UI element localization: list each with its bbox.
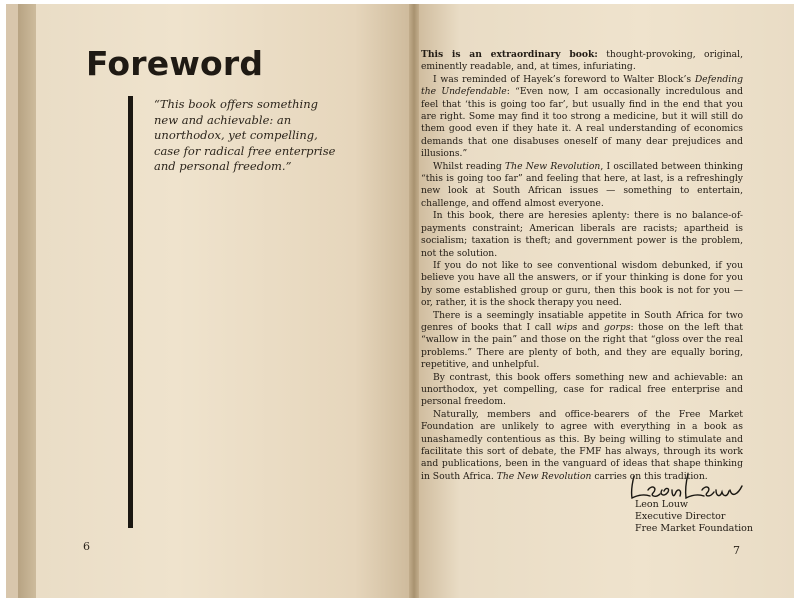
pull-quote-line: case for radical free enterprise bbox=[154, 143, 336, 158]
signatory-organization: Free Market Foundation bbox=[635, 523, 754, 534]
pull-quote-line: and personal freedom.” bbox=[154, 159, 292, 173]
pull-quote-line: new and achievable: an bbox=[154, 112, 292, 127]
pull-quote-line: “This book offers something bbox=[154, 97, 318, 111]
vertical-rule bbox=[128, 96, 133, 528]
foreword-body bbox=[421, 49, 743, 483]
paragraph: This is an extraordinary book: thought-provoking, original, eminently readable, and, at times, infuriating. bbox=[421, 49, 743, 73]
book-gutter bbox=[409, 4, 419, 598]
paragraph: There is a seemingly insatiable appetite in South Africa for two genres of books that I call wips and gorps: those on the left that “wallow in the pain” and those on the right that “gloss over the real problems.” There are plenty of both, and they are equally boring, repetitive, and unhelpful. bbox=[421, 309, 743, 371]
signature-block bbox=[635, 499, 753, 535]
pull-quote bbox=[154, 97, 344, 175]
signatory-title: Executive Director bbox=[635, 511, 726, 522]
page-number-left: 6 bbox=[83, 540, 90, 553]
pull-quote-line: unorthodox, yet compelling, bbox=[154, 128, 318, 142]
paragraph: I was reminded of Hayek’s foreword to Walter Block’s Defending the Undefendable: “Even now, I am occasionally incredulous and feel that ‘this is going too far’, but usually find in the end that you are right. Some may find it too strong a medicine, but it will still do them good even if they hate it. A real understanding of economics demands that one disabuses oneself of many dear prejudices and illusions.” bbox=[421, 73, 743, 160]
paragraph: In this book, there are heresies aplenty: there is no balance-of-payments constraint; American liberals are racists; apartheid is socialism; taxation is theft; and government power is the problem, not the solution. bbox=[421, 210, 743, 259]
page-number-right: 7 bbox=[733, 544, 740, 557]
paragraph: By contrast, this book offers something new and achievable: an unorthodox, yet compelling, case for radical free enterprise and personal freedom. bbox=[421, 371, 743, 408]
left-page bbox=[18, 4, 414, 598]
opening-lead: This is an extraordinary book: bbox=[421, 49, 598, 60]
paragraph: If you do not like to see conventional wisdom debunked, if you believe you have all the answers, or if your thinking is done for you by some established group or guru, then this book is not for you — or, rather, it is the shock therapy you need. bbox=[421, 259, 743, 309]
paragraph: Naturally, members and office-bearers of the Free Market Foundation are unlikely to agree with everything in a book as unashamedly contentious as this. By being willing to stimulate and facilitate this sort of debate, the FMF has always, through its work and publications, been in the vanguard of ideas that shape thinking in South Africa. The New Revolution carries on this tradition. bbox=[421, 408, 743, 482]
page-title: Foreword bbox=[86, 44, 264, 83]
page-edge bbox=[18, 4, 36, 598]
signatory-name: Leon Louw bbox=[635, 499, 689, 510]
paragraph: Whilst reading The New Revolution, I oscillated between thinking “this is going too far” and feeling that here, at last, is a refreshingly new look at South African issues — something to entertain, challenge, and offend almost everyone. bbox=[421, 160, 743, 209]
